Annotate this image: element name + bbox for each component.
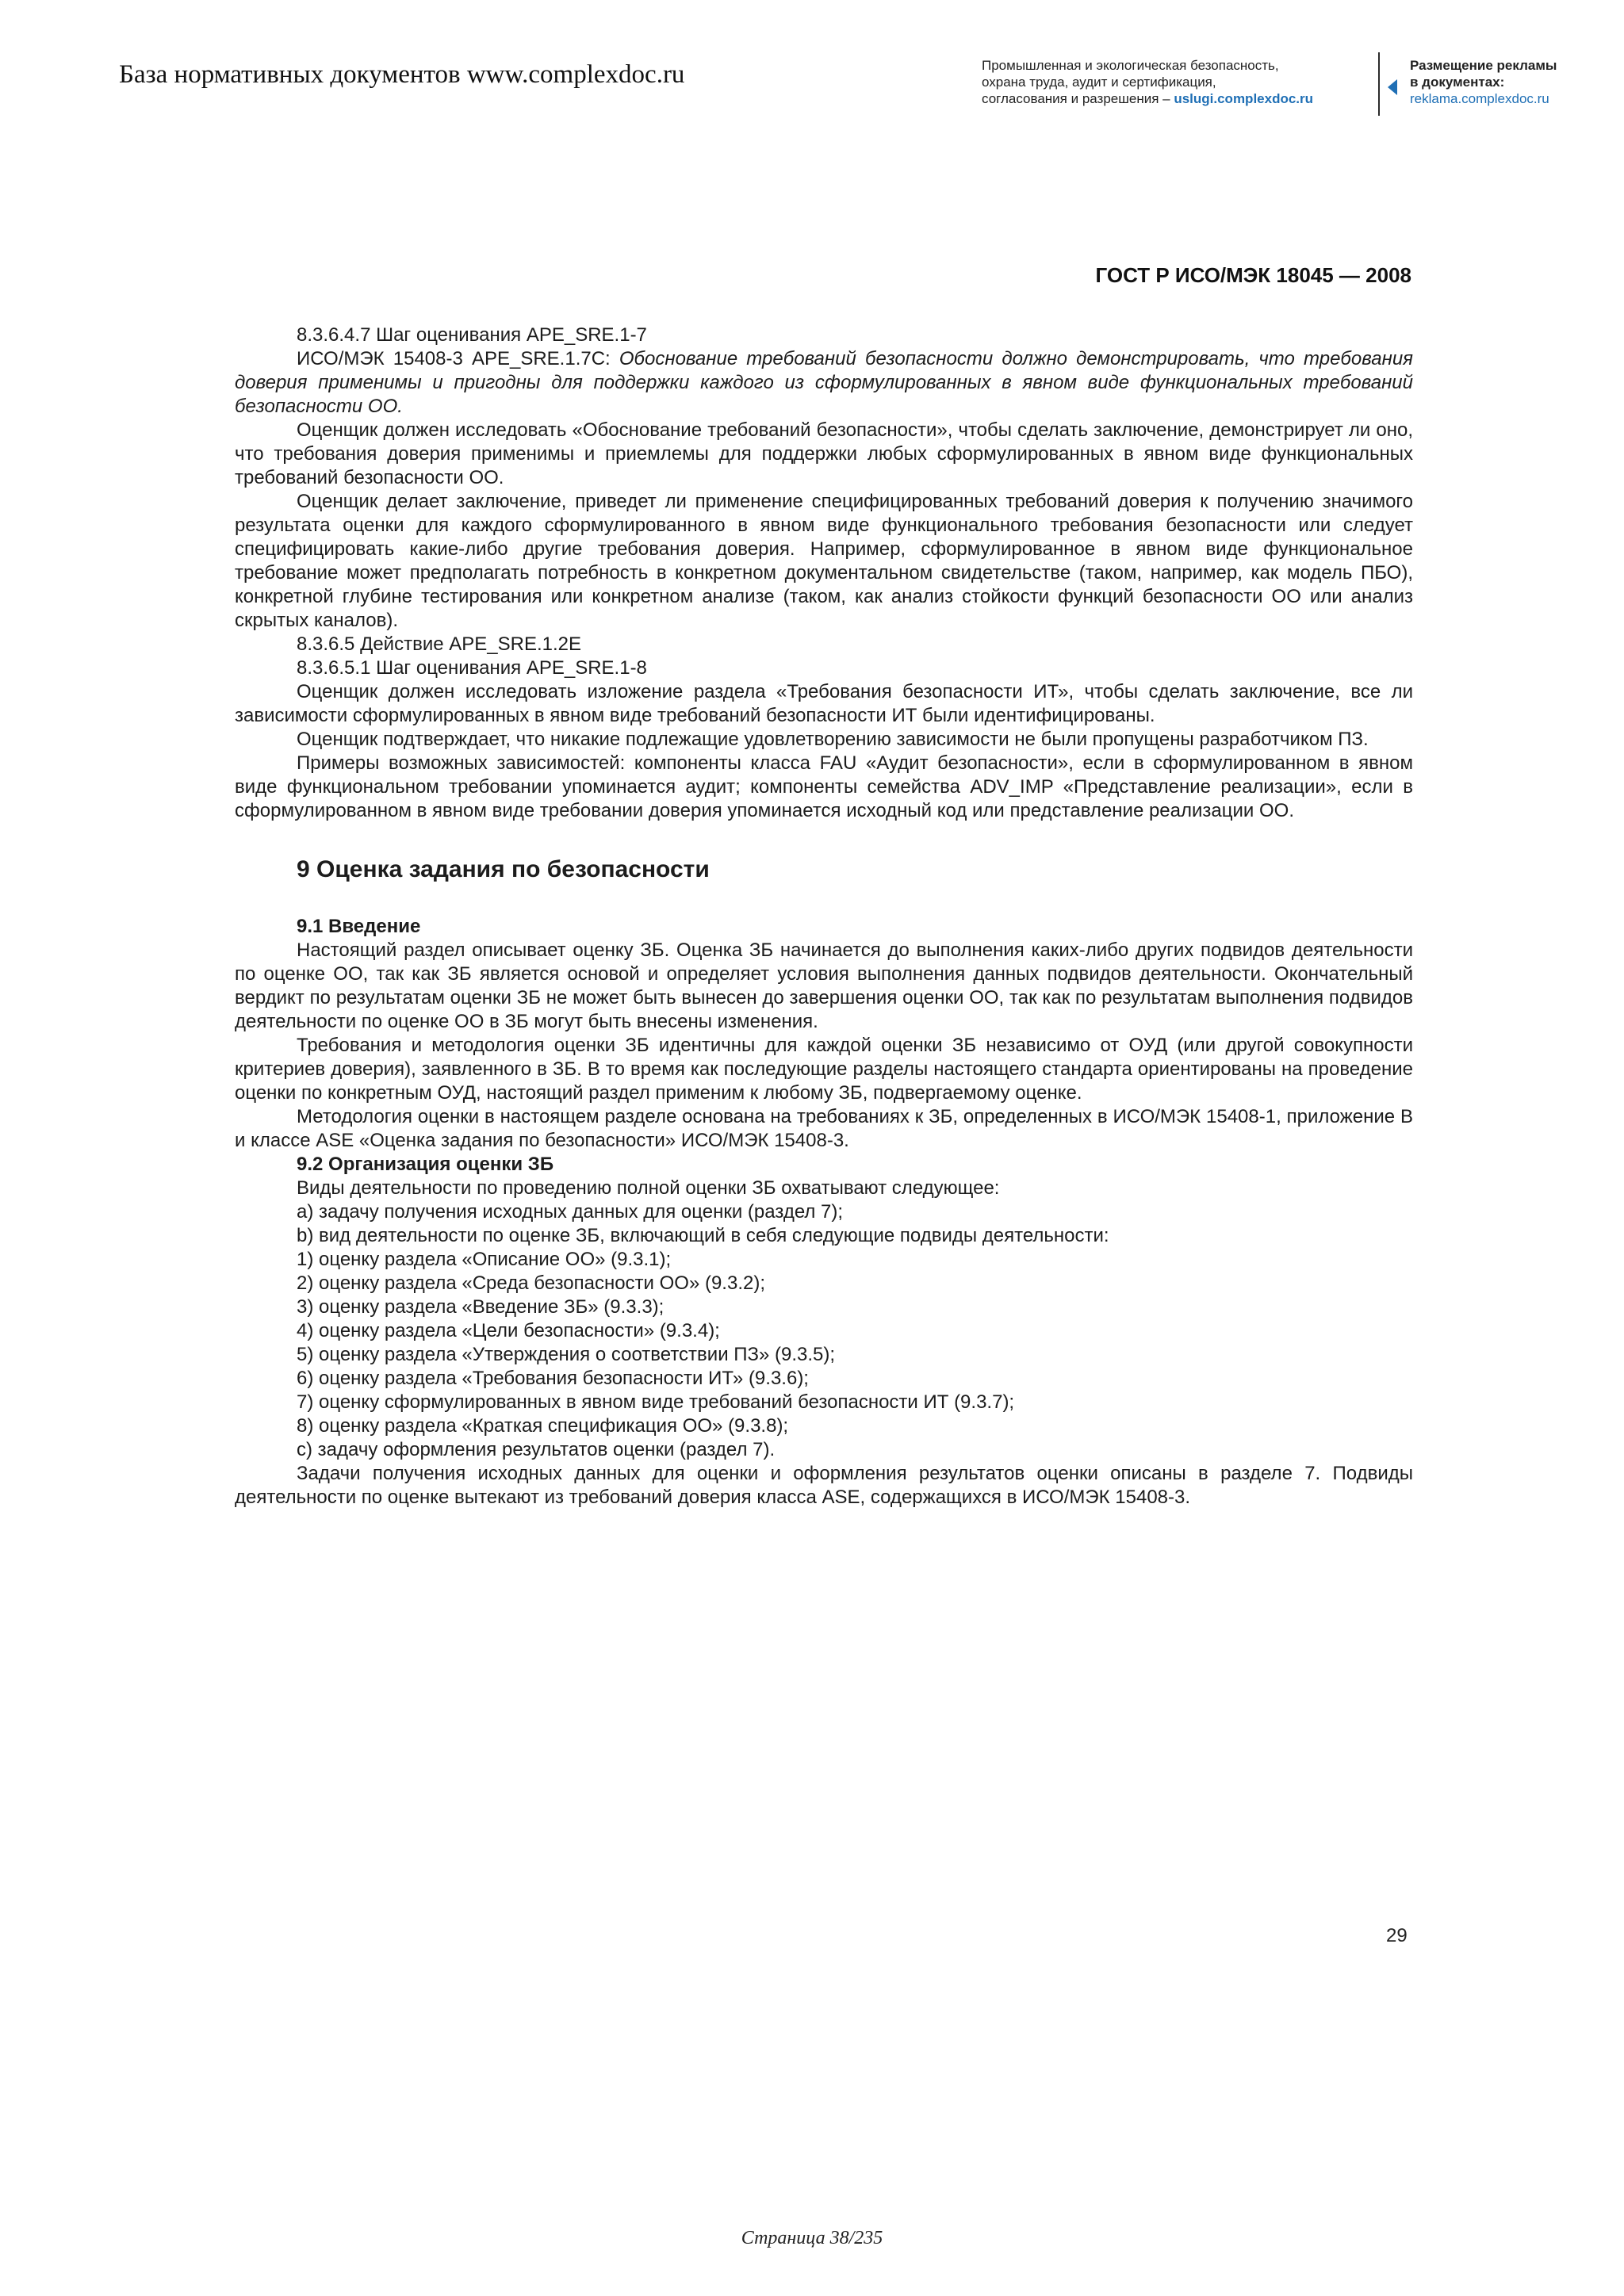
- body-paragraph: Оценщик должен исследовать изложение раздела «Требования безопасности ИТ», чтобы сделать заключение, все ли зависимости сформулированных в явном виде требований безопасности ИТ были идентифицированы.: [235, 681, 1413, 726]
- activity-list: [235, 1200, 1413, 1462]
- banner-divider: [1378, 52, 1380, 116]
- standard-header: ГОСТ Р ИСО/МЭК 18045 — 2008: [1095, 263, 1411, 287]
- list-item: 3) оценку раздела «Введение ЗБ» (9.3.3);: [297, 1296, 665, 1318]
- list-item: 6) оценку раздела «Требования безопасности ИТ» (9.3.6);: [297, 1368, 809, 1389]
- services-link[interactable]: uslugi.complexdoc.ru: [1174, 91, 1314, 106]
- site-banner-title: База нормативных документов www.complexdoc.ru: [119, 60, 685, 89]
- services-banner-line: охрана труда, аудит и сертификация,: [982, 75, 1216, 90]
- body-paragraph: Примеры возможных зависимостей: компоненты класса FAU «Аудит безопасности», если в сформулированном в явном виде функциональном требовании упоминается аудит; компоненты семейства ADV_IMP «Представление реализации», если в сформулированном в явном виде требовании доверия упоминается исходный код или представление реализации ОО.: [235, 752, 1413, 821]
- ads-banner-line: в документах:: [1410, 75, 1505, 90]
- evaluation-step-heading: 8.3.6.4.7 Шаг оценивания APE_SRE.1-7: [297, 324, 647, 346]
- body-paragraph: Задачи получения исходных данных для оценки и оформления результатов оценки описаны в разделе 7. Подвиды деятельности по оценке вытекают из требований доверия класса ASE, содержащихся в ИСО/МЭК 15408-3.: [235, 1463, 1413, 1508]
- services-banner-line: [982, 90, 1378, 107]
- list-item: 1) оценку раздела «Описание ОО» (9.3.1);: [297, 1249, 672, 1270]
- document-body: [235, 323, 1413, 1510]
- page-number: 29: [1386, 1925, 1408, 1946]
- body-paragraph: Виды деятельности по проведению полной оценки ЗБ охватывают следующее:: [297, 1177, 1000, 1199]
- requirement-text: Обоснование требований безопасности должно демонстрировать, что требования доверия применимы и пригодны для поддержки каждого из сформулированных в явном виде функциональных требований безопасности ОО.: [235, 348, 1413, 417]
- services-banner: [982, 57, 1378, 107]
- ads-banner: [1410, 57, 1616, 107]
- body-paragraph: Требования и методология оценки ЗБ идентичны для каждой оценки ЗБ независимо от ОУД (или другой совокупности критериев доверия), заявленного в ЗБ. В то время как последующие разделы настоящего стандарта ориентированы на проведение оценки по конкретным ОУД, настоящий раздел применим к любому ЗБ, подвергаемому оценке.: [235, 1035, 1413, 1104]
- list-item: 7) оценку сформулированных в явном виде требований безопасности ИТ (9.3.7);: [297, 1391, 1015, 1413]
- services-banner-prefix: согласования и разрешения –: [982, 91, 1174, 106]
- evaluation-step-heading: 8.3.6.5.1 Шаг оценивания APE_SRE.1-8: [297, 657, 647, 679]
- section-heading: 9 Оценка задания по безопасности: [297, 856, 710, 882]
- action-heading: 8.3.6.5 Действие APE_SRE.1.2E: [297, 633, 581, 655]
- list-item: b) вид деятельности по оценке ЗБ, включающий в себя следующие подвиды деятельности:: [297, 1225, 1109, 1246]
- body-paragraph: Оценщик должен исследовать «Обоснование требований безопасности», чтобы сделать заключение, демонстрирует ли оно, что требования доверия применимы и приемлемы для поддержки любых сформулированных в явном виде функциональных требований безопасности ОО.: [235, 419, 1413, 488]
- body-paragraph: Оценщик подтверждает, что никакие подлежащие удовлетворению зависимости не были пропущены разработчиком ПЗ.: [297, 729, 1369, 750]
- list-item: 2) оценку раздела «Среда безопасности ОО» (9.3.2);: [297, 1272, 765, 1294]
- services-banner-line: Промышленная и экологическая безопасность,: [982, 58, 1279, 73]
- arrow-left-icon: [1388, 79, 1397, 95]
- requirement-paragraph: [235, 347, 1413, 419]
- ads-link[interactable]: reklama.complexdoc.ru: [1410, 91, 1549, 106]
- body-paragraph: Оценщик делает заключение, приведет ли применение специфицированных требований доверия к получению значимого результата оценки для каждого сформулированного в явном виде функционального требования безопасности или следует специфицировать какие-либо другие требования доверия. Например, сформулированное в явном виде функциональное требование может предполагать потребность в конкретном документальном свидетельстве (таком, например, как модель ПБО), конкретной глубине тестирования или конкретном анализе (таком, как анализ стойкости функций безопасности ОО или анализ скрытых каналов).: [235, 491, 1413, 631]
- list-item: 8) оценку раздела «Краткая спецификация ОО» (9.3.8);: [297, 1415, 789, 1437]
- list-item: 5) оценку раздела «Утверждения о соответствии ПЗ» (9.3.5);: [297, 1344, 836, 1365]
- body-paragraph: Методология оценки в настоящем разделе основана на требованиях к ЗБ, определенных в ИСО/МЭК 15408-1, приложение В и классе ASE «Оценка задания по безопасности» ИСО/МЭК 15408-3.: [235, 1106, 1413, 1151]
- list-item: a) задачу получения исходных данных для оценки (раздел 7);: [297, 1201, 844, 1223]
- ads-banner-line: Размещение рекламы: [1410, 58, 1557, 73]
- subsection-heading: 9.2 Организация оценки ЗБ: [297, 1154, 554, 1175]
- page-counter: Страница 38/235: [741, 2228, 883, 2248]
- requirement-reference: ИСО/МЭК 15408-3 APE_SRE.1.7C:: [297, 348, 619, 369]
- subsection-heading: 9.1 Введение: [297, 916, 421, 937]
- list-item: c) задачу оформления результатов оценки (раздел 7).: [297, 1439, 776, 1460]
- list-item: 4) оценку раздела «Цели безопасности» (9.3.4);: [297, 1320, 720, 1341]
- body-paragraph: Настоящий раздел описывает оценку ЗБ. Оценка ЗБ начинается до выполнения каких-либо других подвидов деятельности по оценке ОО, так как ЗБ является основой и определяет условия выполнения данных подвидов деятельности. Окончательный вердикт по результатам оценки ЗБ не может быть вынесен до завершения оценки ОО, так как по результатам выполнения подвидов деятельности по оценке ОО в ЗБ могут быть внесены изменения.: [235, 939, 1413, 1032]
